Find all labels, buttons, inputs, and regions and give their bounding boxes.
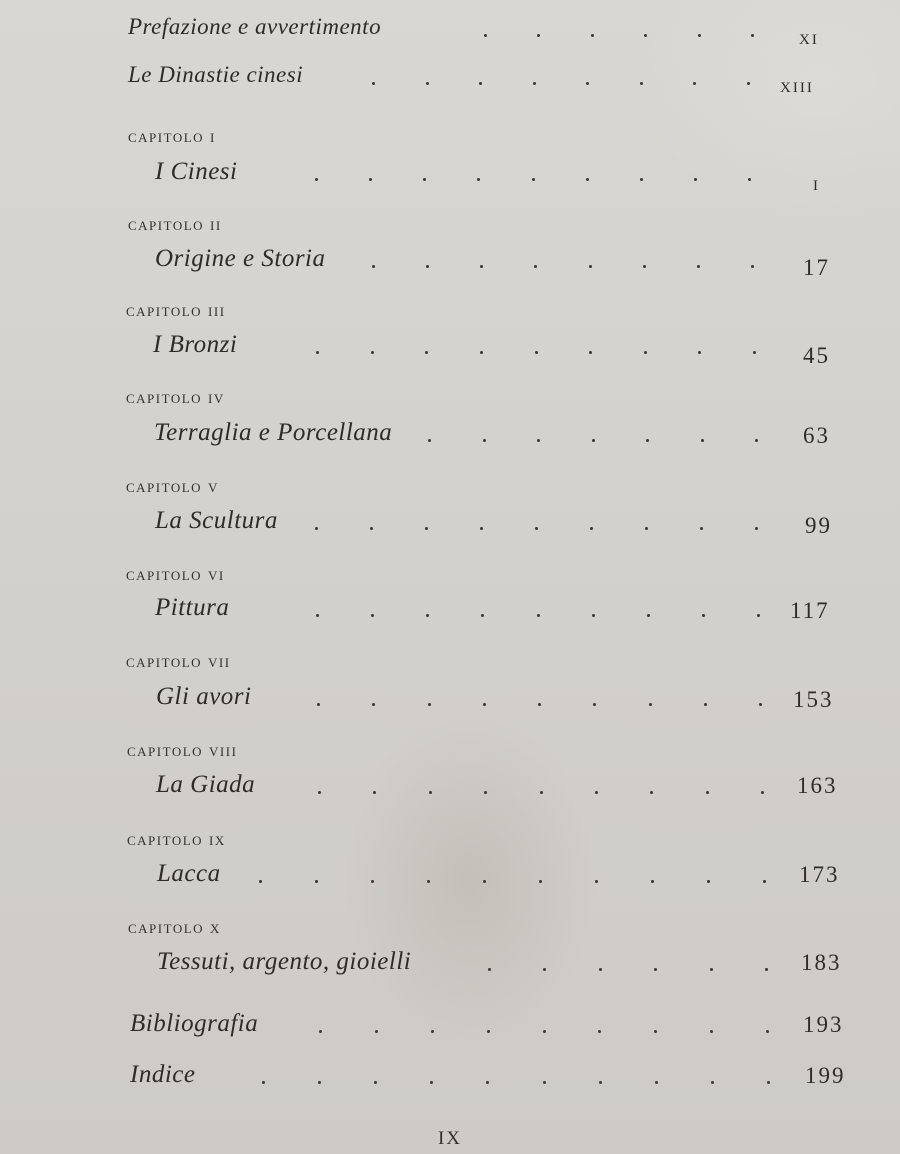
leader-dot	[535, 351, 538, 354]
leader-dot	[595, 880, 598, 883]
entry-title: Tessuti, argento, gioielli	[157, 948, 412, 975]
entry-title: Indice	[130, 1061, 196, 1088]
dot-leader	[259, 866, 766, 883]
leader-dot	[651, 880, 654, 883]
leader-dot	[693, 82, 696, 85]
leader-dot	[698, 34, 701, 37]
leader-dot	[428, 703, 431, 706]
dot-leader	[316, 337, 756, 354]
entry-page: 99	[805, 513, 832, 538]
leader-dot	[644, 34, 647, 37]
leader-dot	[535, 527, 538, 530]
leader-dot	[318, 1081, 321, 1084]
dot-leader	[428, 425, 758, 442]
chapter-label: capitolo x	[128, 917, 221, 937]
leader-dot	[488, 968, 491, 971]
leader-dot	[543, 968, 546, 971]
leader-dot	[483, 703, 486, 706]
leader-dot	[543, 1030, 546, 1033]
leader-dot	[374, 1081, 377, 1084]
leader-dot	[706, 791, 709, 794]
chapter-label: capitolo iii	[126, 300, 226, 320]
leader-dot	[262, 1081, 265, 1084]
leader-dot	[479, 82, 482, 85]
entry-title: Lacca	[157, 860, 221, 887]
toc-entry	[0, 948, 900, 982]
leader-dot	[315, 178, 318, 181]
leader-dot	[654, 1030, 657, 1033]
leader-dot	[375, 1030, 378, 1033]
leader-dot	[748, 178, 751, 181]
leader-dot	[747, 82, 750, 85]
leader-dot	[701, 439, 704, 442]
entry-title: Terraglia e Porcellana	[154, 419, 393, 446]
leader-dot	[426, 614, 429, 617]
leader-dot	[599, 968, 602, 971]
leader-dot	[586, 82, 589, 85]
leader-dot	[590, 527, 593, 530]
leader-dot	[427, 880, 430, 883]
toc-entry	[0, 245, 900, 279]
entry-page: 45	[803, 343, 830, 368]
leader-dot	[751, 34, 754, 37]
leader-dot	[537, 34, 540, 37]
leader-dot	[372, 265, 375, 268]
toc-entry	[0, 62, 900, 96]
toc-entry	[0, 1061, 900, 1095]
leader-dot	[483, 880, 486, 883]
entry-title: Prefazione e avvertimento	[128, 14, 382, 39]
leader-dot	[481, 614, 484, 617]
leader-dot	[317, 703, 320, 706]
entry-page: XI	[799, 32, 819, 48]
leader-dot	[710, 1030, 713, 1033]
leader-dot	[537, 439, 540, 442]
leader-dot	[315, 527, 318, 530]
leader-dot	[426, 82, 429, 85]
leader-dot	[592, 614, 595, 617]
leader-dot	[425, 527, 428, 530]
toc-entry	[0, 331, 900, 368]
leader-dot	[371, 351, 374, 354]
leader-dot	[316, 614, 319, 617]
chapter-label: capitolo ix	[127, 829, 226, 849]
entry-title: Le Dinastie cinesi	[128, 62, 304, 87]
toc-entry	[0, 507, 900, 541]
leader-dot	[484, 791, 487, 794]
leader-dot	[766, 1030, 769, 1033]
leader-dot	[697, 265, 700, 268]
leader-dot	[370, 527, 373, 530]
entry-title: Gli avori	[156, 683, 252, 710]
entry-page: 63	[803, 423, 830, 448]
toc-entry	[0, 419, 900, 453]
leader-dot	[767, 1081, 770, 1084]
leader-dot	[757, 614, 760, 617]
dot-leader	[372, 251, 754, 268]
entry-page: 117	[790, 598, 830, 623]
leader-dot	[318, 791, 321, 794]
leader-dot	[761, 791, 764, 794]
leader-dot	[487, 1030, 490, 1033]
leader-dot	[431, 1030, 434, 1033]
chapter-label: capitolo v	[126, 476, 219, 496]
toc-entry	[0, 158, 900, 192]
leader-dot	[755, 439, 758, 442]
leader-dot	[480, 351, 483, 354]
chapter-label: capitolo iv	[126, 387, 225, 407]
dot-leader	[262, 1067, 770, 1084]
leader-dot	[698, 351, 701, 354]
leader-dot	[710, 968, 713, 971]
leader-dot	[429, 791, 432, 794]
leader-dot	[649, 703, 652, 706]
leader-dot	[483, 439, 486, 442]
leader-dot	[372, 82, 375, 85]
dot-leader	[484, 20, 754, 37]
leader-dot	[650, 791, 653, 794]
toc-entry	[0, 860, 900, 894]
dot-leader	[488, 954, 768, 971]
dot-leader	[315, 164, 751, 181]
leader-dot	[543, 1081, 546, 1084]
leader-dot	[371, 614, 374, 617]
entry-page: 173	[799, 862, 840, 887]
leader-dot	[539, 880, 542, 883]
entry-title: La Giada	[156, 771, 256, 798]
dot-leader	[316, 600, 760, 617]
leader-dot	[369, 178, 372, 181]
leader-dot	[589, 351, 592, 354]
entry-title: I Bronzi	[153, 331, 238, 358]
leader-dot	[694, 178, 697, 181]
entry-title: La Scultura	[155, 507, 278, 534]
leader-dot	[480, 527, 483, 530]
dot-leader	[372, 68, 750, 85]
dot-leader	[317, 689, 762, 706]
leader-dot	[755, 527, 758, 530]
leader-dot	[315, 880, 318, 883]
leader-dot	[640, 82, 643, 85]
entry-page: I	[813, 178, 820, 194]
entry-page: 193	[803, 1012, 844, 1037]
entry-title: Pittura	[155, 594, 230, 621]
entry-title: I Cinesi	[155, 158, 238, 185]
chapter-label: capitolo viii	[127, 740, 238, 760]
leader-dot	[763, 880, 766, 883]
dot-leader	[319, 1016, 769, 1033]
leader-dot	[598, 1030, 601, 1033]
entry-page: 17	[803, 255, 830, 280]
leader-dot	[753, 351, 756, 354]
leader-dot	[640, 178, 643, 181]
leader-dot	[532, 178, 535, 181]
entry-page: 163	[797, 773, 838, 798]
leader-dot	[540, 791, 543, 794]
leader-dot	[593, 703, 596, 706]
leader-dot	[426, 265, 429, 268]
leader-dot	[595, 791, 598, 794]
leader-dot	[423, 178, 426, 181]
leader-dot	[645, 527, 648, 530]
leader-dot	[591, 34, 594, 37]
leader-dot	[700, 527, 703, 530]
leader-dot	[477, 178, 480, 181]
leader-dot	[759, 703, 762, 706]
toc-entry	[0, 594, 900, 628]
entry-title: Bibliografia	[130, 1010, 259, 1037]
leader-dot	[484, 34, 487, 37]
leader-dot	[646, 439, 649, 442]
leader-dot	[751, 265, 754, 268]
leader-dot	[589, 265, 592, 268]
dot-leader	[315, 513, 758, 530]
leader-dot	[643, 265, 646, 268]
leader-dot	[372, 703, 375, 706]
leader-dot	[655, 1081, 658, 1084]
leader-dot	[702, 614, 705, 617]
leader-dot	[480, 265, 483, 268]
leader-dot	[371, 880, 374, 883]
leader-dot	[533, 82, 536, 85]
toc-entry	[0, 771, 900, 805]
leader-dot	[316, 351, 319, 354]
entry-page: 183	[801, 950, 842, 975]
chapter-label: capitolo i	[128, 126, 216, 146]
entry-page: XIII	[780, 80, 814, 96]
leader-dot	[765, 968, 768, 971]
leader-dot	[704, 703, 707, 706]
toc-entry	[0, 683, 900, 717]
leader-dot	[486, 1081, 489, 1084]
leader-dot	[592, 439, 595, 442]
dot-leader	[318, 777, 764, 794]
leader-dot	[647, 614, 650, 617]
entry-page: 199	[805, 1063, 846, 1088]
leader-dot	[586, 178, 589, 181]
entry-title: Origine e Storia	[155, 245, 326, 272]
leader-dot	[644, 351, 647, 354]
leader-dot	[538, 703, 541, 706]
entry-page: 153	[793, 687, 834, 712]
leader-dot	[428, 439, 431, 442]
chapter-label: capitolo ii	[128, 214, 222, 234]
leader-dot	[430, 1081, 433, 1084]
leader-dot	[711, 1081, 714, 1084]
leader-dot	[259, 880, 262, 883]
chapter-label: capitolo vii	[126, 651, 231, 671]
page-number: IX	[437, 1128, 463, 1149]
toc-entry	[0, 14, 900, 48]
leader-dot	[537, 614, 540, 617]
leader-dot	[534, 265, 537, 268]
leader-dot	[373, 791, 376, 794]
leader-dot	[654, 968, 657, 971]
leader-dot	[707, 880, 710, 883]
chapter-label: capitolo vi	[126, 564, 225, 584]
leader-dot	[599, 1081, 602, 1084]
leader-dot	[319, 1030, 322, 1033]
toc-entry	[0, 1010, 900, 1044]
leader-dot	[425, 351, 428, 354]
